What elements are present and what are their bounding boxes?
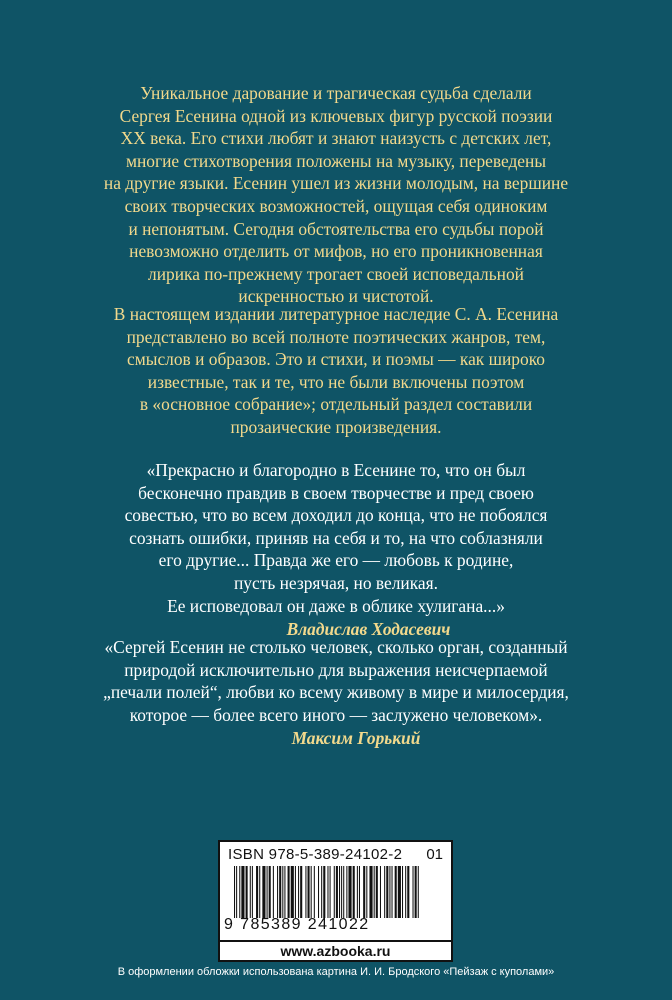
barcode-bar (239, 866, 240, 918)
quote-author: Максим Горький (291, 728, 421, 749)
barcode-bar (359, 866, 360, 918)
intro-line: и непонятым. Сегодня обстоятельства его судьбы порой (128, 218, 544, 239)
barcode-bar (314, 866, 315, 918)
quote-author: Владислав Ходасевич (286, 619, 451, 640)
barcode-bar (366, 866, 367, 918)
isbn-barcode (218, 840, 453, 942)
barcode-bar (295, 866, 296, 918)
intro-line: невозможно отделить от мифов, но его проникновенная (129, 241, 543, 262)
barcode-bar (376, 866, 378, 918)
barcode-bar (384, 866, 385, 918)
quote-line: совестью, что во всем доходил до конца, что не побоялся (124, 505, 548, 526)
barcode-bar (330, 866, 331, 918)
edition-line: представлено во всей полноте поэтических жанров, тем, (126, 326, 546, 347)
barcode-bar (327, 866, 328, 918)
intro-line: Уникальное дарование и трагическая судьба сделали (140, 83, 532, 103)
quote-line: «Сергей Есенин не столько человек, сколько орган, созданный (104, 637, 568, 657)
barcode-bar (418, 866, 419, 918)
barcode-bar (374, 866, 375, 918)
barcode-bar (413, 866, 414, 918)
barcode-bar (369, 866, 372, 918)
barcode-bar (311, 866, 312, 918)
edition-paragraph (60, 303, 612, 439)
barcode-bar (380, 866, 381, 918)
intro-line: искренностью и чистотой. (238, 286, 434, 307)
barcode-bar (398, 866, 401, 918)
quote-line: которое — более всего иного — заслужено человеком». (129, 704, 543, 725)
barcode-bar (363, 866, 365, 918)
quote-line: Ее исповедовал он даже в облике хулигана...» (167, 595, 505, 616)
barcode-bar (267, 866, 268, 918)
barcode-bar (305, 866, 306, 918)
intro-line: лирика по-прежнему трогает своей исповедальной (148, 263, 524, 284)
barcode-bar (343, 866, 344, 918)
barcode-bar (250, 866, 251, 918)
barcode-bar (273, 866, 274, 918)
barcode-bar (277, 866, 278, 918)
barcode-bar (321, 866, 322, 918)
edition-line: в «основное собрание»; отдельный раздел составили (139, 394, 533, 415)
isbn-number: ISBN 978-5-389-24102-2 (228, 846, 403, 863)
publisher-url[interactable]: www.azbooka.ru (218, 942, 453, 962)
cover-art-credit: В оформлении обложки использована картина И. И. Бродского «Пейзаж с куполами» (117, 966, 555, 978)
barcode-bar (348, 866, 351, 918)
barcode-bar (318, 866, 319, 918)
barcode-bar (386, 866, 388, 918)
barcode-bar (334, 866, 335, 918)
barcode-bar (269, 866, 271, 918)
issue-code: 01 (426, 846, 443, 863)
barcode-bar (262, 866, 265, 918)
barcode-bar (246, 866, 248, 918)
barcode-digits: 9 785389 241022 (224, 916, 370, 933)
barcode-bar (234, 866, 235, 918)
edition-line: известные, так и те, что не были включены поэтом (147, 371, 525, 392)
intro-line: многие стихотворения положены на музыку, переведены (125, 150, 547, 171)
quote-line: «Прекрасно и благородно в Есенине то, что он был (146, 460, 526, 480)
barcode-bar (407, 866, 409, 918)
barcode-bars (234, 866, 420, 918)
barcode-bar (252, 866, 253, 918)
khodasevich-quote (40, 459, 632, 641)
quote-line: пусть незрячая, но великая. (234, 572, 438, 593)
quote-line: „печали полей“, любви ко всему живому в мире и милосердия, (103, 682, 569, 703)
barcode-bar (389, 866, 390, 918)
intro-line: своих творческих возможностей, ощущая себя одиноким (124, 195, 548, 216)
edition-line: смыслов и образов. Это и стихи, и поэмы — как широко (127, 349, 545, 370)
barcode-bar (395, 866, 397, 918)
intro-line: на другие языки. Есенин ушел из жизни молодым, на вершине (103, 173, 569, 194)
intro-paragraph (60, 82, 612, 308)
edition-line: прозаические произведения. (230, 416, 442, 437)
barcode-bar (392, 866, 393, 918)
barcode-bar (353, 866, 355, 918)
barcode-bar (284, 866, 285, 918)
barcode-bar (279, 866, 281, 918)
barcode-bar (346, 866, 347, 918)
barcode-bar (308, 866, 310, 918)
barcode-bar (288, 866, 290, 918)
edition-line: В настоящем издании литературное наследие С. А. Есенина (113, 304, 559, 324)
quote-line: сознать ошибки, приняв на себя и то, на что соблазняли (129, 527, 543, 548)
barcode-bar (415, 866, 417, 918)
barcode-bar (236, 866, 237, 918)
barcode-bar (341, 866, 342, 918)
barcode-bar (282, 866, 283, 918)
quote-line: его другие... Правда же его — любовь к родине, (158, 550, 514, 571)
barcode-bar (241, 866, 244, 918)
gorky-quote (40, 636, 632, 750)
barcode-bar (402, 866, 403, 918)
intro-line: Сергея Есенина одной из ключевых фигур русской поэзии (119, 105, 553, 126)
barcode-bar (256, 866, 258, 918)
quote-line: бесконечно правдив в своем творчестве и пред своею (138, 482, 534, 503)
barcode-bar (357, 866, 358, 918)
barcode-bar (336, 866, 338, 918)
quote-line: природой исключительно для выражения неисчерпаемой (124, 659, 548, 680)
barcode-bar (291, 866, 294, 918)
intro-line: XX века. Его стихи любят и знают наизусть с детских лет, (120, 128, 552, 149)
barcode-bar (300, 866, 302, 918)
barcode-bar (259, 866, 260, 918)
barcode-bar (323, 866, 325, 918)
barcode-bar (298, 866, 299, 918)
barcode-bar (405, 866, 406, 918)
barcode-bar (339, 866, 340, 918)
